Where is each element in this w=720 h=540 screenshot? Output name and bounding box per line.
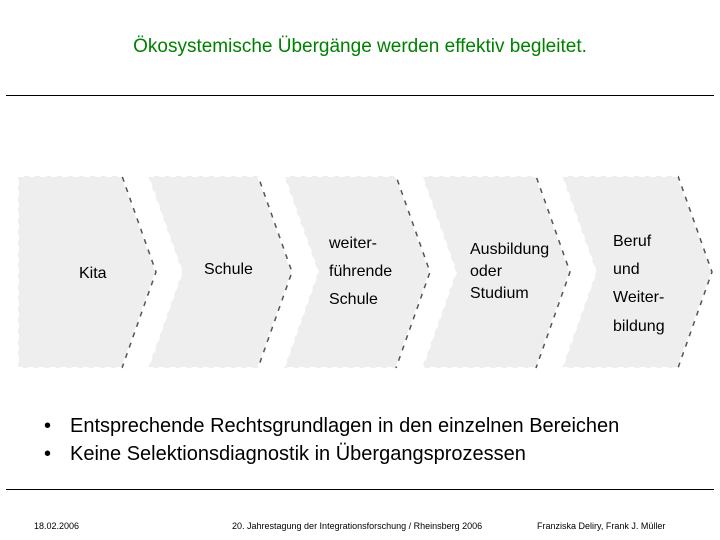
stage-label: Schule	[329, 291, 378, 308]
stage-label: Kita	[79, 265, 107, 282]
footer-authors: Franziska Deliry, Frank J. Müller	[537, 521, 666, 531]
stage-label: Beruf	[613, 233, 652, 250]
footer-date: 18.02.2006	[34, 521, 80, 531]
bullet-item: • Keine Selektionsdiagnostik in Übergangsprozessen	[38, 443, 698, 466]
stage-label: führende	[329, 263, 393, 280]
stage-label: weiter-	[329, 235, 378, 252]
stage-label: Schule	[204, 261, 253, 278]
slide-title: Ökosystemische Übergänge werden effektiv begleitet.	[133, 36, 587, 57]
bullet-list	[38, 415, 698, 471]
stage-label: und	[613, 261, 640, 278]
stage-label: Weiter-	[613, 289, 665, 306]
bullet-item: • Entsprechende Rechtsgrundlagen in den einzelnen Bereichen	[38, 415, 698, 438]
footer-divider	[6, 489, 714, 490]
stage-label: Ausbildung	[470, 241, 550, 258]
stage-label: bildung	[613, 318, 665, 335]
stage-label: Studium	[470, 285, 529, 302]
footer-conference: 20. Jahrestagung der Integrationsforschung / Rheinsberg 2006	[232, 521, 483, 531]
stage-label: oder	[470, 263, 503, 280]
